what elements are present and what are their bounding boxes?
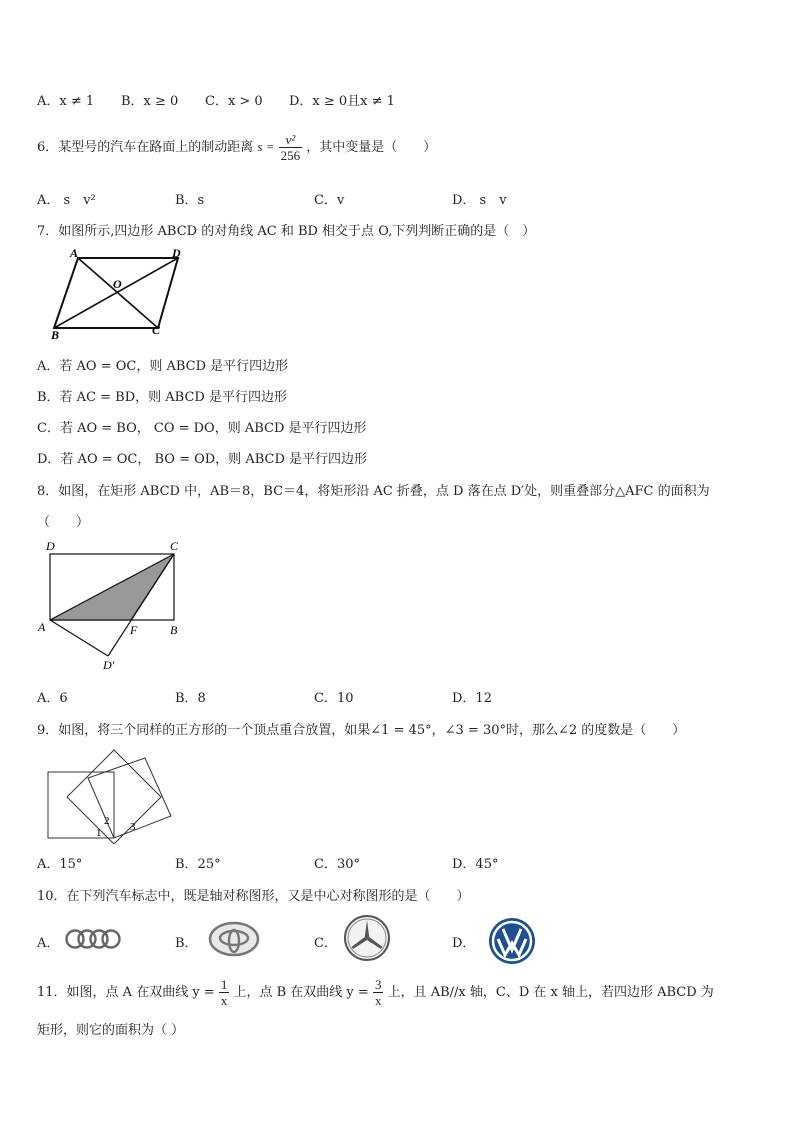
audi-rings-icon xyxy=(64,928,122,950)
q11-stem-a: 11．如图，点 A 在双曲线 y = xyxy=(37,985,215,1000)
q10-option-c: C． xyxy=(314,936,337,951)
q11-fraction-2-den: x xyxy=(374,993,382,1008)
q11-fraction-2 xyxy=(373,977,384,1008)
q6-option-c: C．v xyxy=(314,193,345,208)
q6-option-d: D． s v xyxy=(452,193,507,208)
q10-option-b: B． xyxy=(175,936,198,951)
q10-option-a: A． xyxy=(37,936,60,951)
q8-option-b: B．8 xyxy=(175,691,206,706)
q11-stem-b: 上，点 B 在双曲线 y = xyxy=(233,985,369,1000)
q8-stem-line2: （ ） xyxy=(37,515,90,530)
q8-stem-line1: 8．如图，在矩形 ABCD 中，AB＝8，BC＝4，将矩形沿 AC 折叠，点 D 落在点 D′处，则重叠部分△AFC 的面积为 xyxy=(37,484,710,499)
q6-stem-after: ，其中变量是（ ） xyxy=(306,140,437,155)
q8-label-d-prime: D′ xyxy=(103,658,115,672)
q7-stem: 7．如图所示,四边形 ABCD 的对角线 AC 和 BD 相交于点 O,下列判断正确的是（ ） xyxy=(37,224,536,239)
q8-option-a: A．6 xyxy=(37,691,68,706)
q8-label-c: C xyxy=(170,539,179,553)
q6-option-a: A． s v² xyxy=(37,193,96,208)
q11-fraction-1-num: 1 xyxy=(220,977,228,992)
q6-formula-den: 256 xyxy=(280,148,301,163)
q9-label-2: 2 xyxy=(104,815,110,827)
q8-label-d: D xyxy=(46,539,55,553)
q11-stem-line1 xyxy=(37,977,714,1008)
q5-option-d: D．x ≥ 0且x ≠ 1 xyxy=(289,94,395,109)
q10-stem: 10．在下列汽车标志中，既是轴对称图形，又是中心对称图形的是（ ） xyxy=(37,889,470,904)
q9-label-3: 3 xyxy=(130,821,136,833)
q8-label-f: F xyxy=(130,623,138,637)
q6-stem-before: 6．某型号的汽车在路面上的制动距离 xyxy=(37,140,254,155)
q9-option-c: C．30° xyxy=(314,857,360,872)
q7-label-d: D xyxy=(172,246,181,260)
q7-label-a: A xyxy=(70,246,79,260)
q5-option-b: B．x ≥ 0 xyxy=(121,94,179,109)
q9-option-d: D．45° xyxy=(452,857,499,872)
q7-option-b: B．若 AC = BD，则 ABCD 是平行四边形 xyxy=(37,390,287,405)
q7-label-o: O xyxy=(113,277,122,291)
volkswagen-icon xyxy=(488,917,536,965)
q8-rectangle-figure xyxy=(36,536,196,672)
q5-option-c: C．x > 0 xyxy=(205,94,263,109)
q6-formula-lhs: s = xyxy=(257,139,275,154)
q7-label-c: C xyxy=(152,323,161,337)
q11-fraction-1-den: x xyxy=(220,993,228,1008)
q9-stem: 9．如图，将三个同样的正方形的一个顶点重合放置，如果∠1 = 45°，∠3 = 30°时，那么∠2 的度数是（ ） xyxy=(37,723,686,738)
q6-formula-num: v² xyxy=(279,132,303,148)
q5-option-a: A．x ≠ 1 xyxy=(37,94,95,109)
q10-option-d: D． xyxy=(452,936,476,951)
q8-label-a: A xyxy=(38,620,46,634)
mercedes-icon xyxy=(343,914,391,962)
q9-option-b: B．25° xyxy=(175,857,221,872)
q11-fraction-1 xyxy=(219,977,230,1008)
q7-option-a: A．若 AO = OC，则 ABCD 是平行四边形 xyxy=(37,359,289,374)
q8-label-b: B xyxy=(170,623,178,637)
q9-squares-figure xyxy=(40,746,180,844)
q8-option-c: C．10 xyxy=(314,691,354,706)
q7-parallelogram-figure xyxy=(40,246,200,342)
q6-stem xyxy=(37,132,436,163)
q9-label-1: 1 xyxy=(96,827,102,839)
q7-option-d: D．若 AO = OC， BO = OD，则 ABCD 是平行四边形 xyxy=(37,452,368,467)
toyota-icon xyxy=(208,921,260,957)
q6-option-b: B．s xyxy=(175,193,205,208)
q7-label-b: B xyxy=(51,328,60,342)
q11-fraction-2-num: 3 xyxy=(374,977,382,992)
q11-stem-c: 上，且 AB//x 轴，C、D 在 x 轴上，若四边形 ABCD 为 xyxy=(387,985,714,1000)
q7-option-c: C．若 AO = BO， CO = DO，则 ABCD 是平行四边形 xyxy=(37,421,367,436)
q9-option-a: A．15° xyxy=(37,857,83,872)
q8-option-d: D．12 xyxy=(452,691,492,706)
q11-stem-line2: 矩形，则它的面积为（ ） xyxy=(37,1023,185,1038)
q6-formula-fraction xyxy=(279,132,303,163)
